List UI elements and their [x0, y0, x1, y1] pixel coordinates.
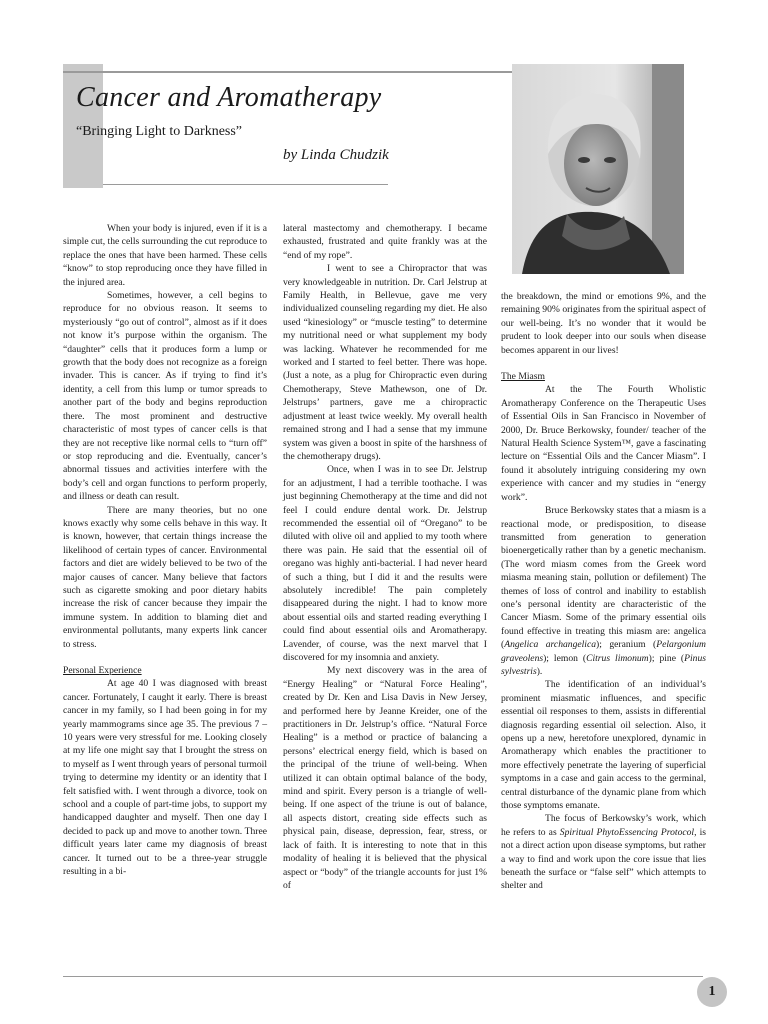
paragraph: The identification of an individual’s prominent miasmatic influences, and specific essential oil responses to them, assists in differential diagnosis regarding essential oil selection. Also, it opens up a new, heretofore unexplored, dynamic in Aromatherapy which enables the practitioner to more effectively penetrate the layering of superficial symptoms in a case and gain access to the germinal, central disturbance of the dynamic plane from which those symptoms emanate. [501, 679, 706, 812]
text-run: , is not a direct action upon disease symptoms, but rather a way to find and work upon the core issue that lies beneath the surface or “false self” which attempts to shelter and [501, 826, 707, 892]
protocol-name: Spiritual PhytoEssencing Protocol [559, 826, 695, 838]
article-byline: by Linda Chudzik [283, 147, 389, 163]
text-run: ). [536, 665, 543, 677]
text-run: Bruce Berkowsky states that a miasm is a reactional mode, or predisposition, to disease transmitted from generation to generation bioenergetically rather than by a genetic mechanism. (The word miasm comes from the Greek word miasma meaning stain, pollution or defilement) The themes of loss of control and inability to establish one’s personal identity are characteristic of the Cancer Miasm. Some of the primary essential oils found effective in treating this miasm are: angelica ( [501, 505, 706, 651]
text-run: ); geranium ( [596, 639, 657, 651]
column-2 [283, 222, 487, 892]
latin-name: Pelargonium graveolens [501, 639, 706, 664]
latin-name: Citrus limonum [586, 652, 649, 664]
paragraph [501, 812, 706, 892]
paragraph: Sometimes, however, a cell begins to reproduce for no obvious reason. It seems to mysteriously “go out of control”, almost as if it does not know it’s purpose within the organism. The “daughter” cells that it produces form a lump or growth that the body does not recognize as a foreign invader. This is cancer. As if trying to find it’s identity, a cell from this lump or tumor spreads to another part of the body and begins reproduction there. The most prominent and destructive characteristic of most types of cancer cells is that they are not receptive like normal cells to “turn off” or stop reproducing and die. Eventually, cancer’s abnormal tissues and activities interfere with the body’s cell and organ functions to perform properly, and illness or death can result. [63, 290, 267, 503]
text-run: ); lemon ( [543, 652, 587, 664]
latin-name: Angelica archangelica [504, 639, 597, 651]
article-title: Cancer and Aromatherapy [76, 82, 382, 113]
paragraph: lateral mastectomy and chemotherapy. I became exhausted, frustrated and quite frankly was at the “end of my rope”. [283, 223, 487, 261]
text-run: ); pine ( [648, 652, 685, 664]
paragraph: Once, when I was in to see Dr. Jelstrup for an adjustment, I had a terrible toothache. I was just beginning Chemotherapy at the time and did not feel I could endure dental work. Dr. Jelstrup recommended the essential oil of “Oregano” to be diluted with olive oil and applied to my tooth where there was pain. He said that the essential oil of oregano was highly anti-bacterial. I had never heard of such a thing, but I did it and the results were absolutely incredible! The pain completely disappeared during the night. I had to know more about essential oils and started reading everything I could find about essential oils and Aromatherapy. Lavender, of course, was the next marvel that I discovered for my insomnia and anxiety. [283, 464, 487, 663]
paragraph: At the The Fourth Wholistic Aromatherapy Conference on the Therapeutic Uses of Essential Oils in San Francisco in November of 2000, Dr. Bruce Berkowsky, founder/ teacher of the Natural Health Science System™, gave a fascinating lecture on “Essential Oils and the Cancer Miasm”. I found it absolutely intriguing considering my own experience with cancer and my studies in “energy work”. [501, 384, 706, 503]
paragraph: the breakdown, the mind or emotions 9%, and the remaining 90% originates from the spiritual aspect of our well-being. It’s no wonder that it would be prudent to look deeper into our souls when disease becomes apparent in our lives! [501, 291, 706, 356]
paragraph: When your body is injured, even if it is a simple cut, the cells surrounding the cut reproduce to replace the ones that have been harmed. These cells “know” to stop reproducing once they have filled in the injured area. [63, 223, 267, 288]
paragraph: My next discovery was in the area of “Energy Healing” or “Natural Force Healing”, created by Dr. Ken and Lisa Davis in New Jersey, and performed here by Jeanne Kreider, one of the practitioners in Dr. Jelstrup’s office. “Natural Force Healing” is a method or practice of balancing a persons’ electrical energy field, which is based on the principal of the triune of well-being. When utilized it can obtain optimal balance of the body, mind and spirit. Every person is a triangle of well-being. If one aspect of the triune is out of balance, all aspects distort, creating side effects such as physical pain, disease, depression, fear, stress, or lack of faith. It is interesting to note that in this modality of healing it is believed that the physical aspect or “body” of the triangle accounts for just 1% of [283, 665, 487, 891]
author-photo [512, 64, 684, 274]
article-subtitle: “Bringing Light to Darkness” [76, 124, 243, 139]
header-top-rule [63, 71, 515, 73]
page-number: 1 [697, 977, 727, 1007]
paragraph: At age 40 I was diagnosed with breast cancer. Fortunately, I caught it early. There is breast cancer in my family, so I had been going in for my yearly mammograms since age 35. The previous 7 – 10 years were very stressful for me. Looking closely at my life one might say that I brought the stress on to myself as I went through years of personal turmoil trying to determine my identity or an identity that I felt satisfied with. I went through a divorce, took on school and a couple of part-time jobs, to support my handicapped daughter and myself. Then one day I decided to pack up and move to another town. Three difficult years later came my diagnosis of breast cancer. It turned out to be a three-year struggle resulting in a bi- [63, 678, 267, 878]
paragraph [501, 504, 706, 678]
footer-rule [63, 976, 703, 977]
column-3 [501, 290, 706, 893]
text-run: The focus of Berkowsky’s work, which he refers to as [501, 813, 706, 838]
header-bottom-rule [103, 184, 388, 185]
paragraph: There are many theories, but no one knows exactly why some cells behave in this way. It is known, however, that certain things increase the likelihood of certain types of cancer. Environmental factors and diet are widely believed to be two of the major causes of cancer. Many believe that factors such as cigarette smoking and poor dietary habits increase the risk of cancer because they impair the immune system. In addition to blaming diet and environmental pollutants, many experts link cancer to stress. [63, 504, 267, 650]
paragraph: I went to see a Chiropractor that was very knowledgeable in nutrition. Dr. Carl Jelstrup at Family Health, in Bellevue, gave me very individualized counseling regarding my diet. He also used “kinesiology” or “muscle testing” to determine my nutritional need or what supplement my body was lacking. Whatever he recommended for me worked and I started to feel better. There was hope. (Just a note, as a plug for Chiropractic even during Chemotherapy, Steve Mathewson, one of Dr. Jelstrups’ partners, gave me a chiropractic adjustment at least twice weekly. My overall health remained strong and I had a sense that my immune system was given a boost in spite of the harshness of the chemotherapy drugs). [283, 263, 487, 462]
section-heading-the-miasm: The Miasm [501, 371, 545, 383]
latin-name: Pinus sylvestris [501, 652, 706, 677]
section-heading-personal-experience: Personal Experience [63, 665, 142, 676]
column-1 [63, 222, 267, 879]
